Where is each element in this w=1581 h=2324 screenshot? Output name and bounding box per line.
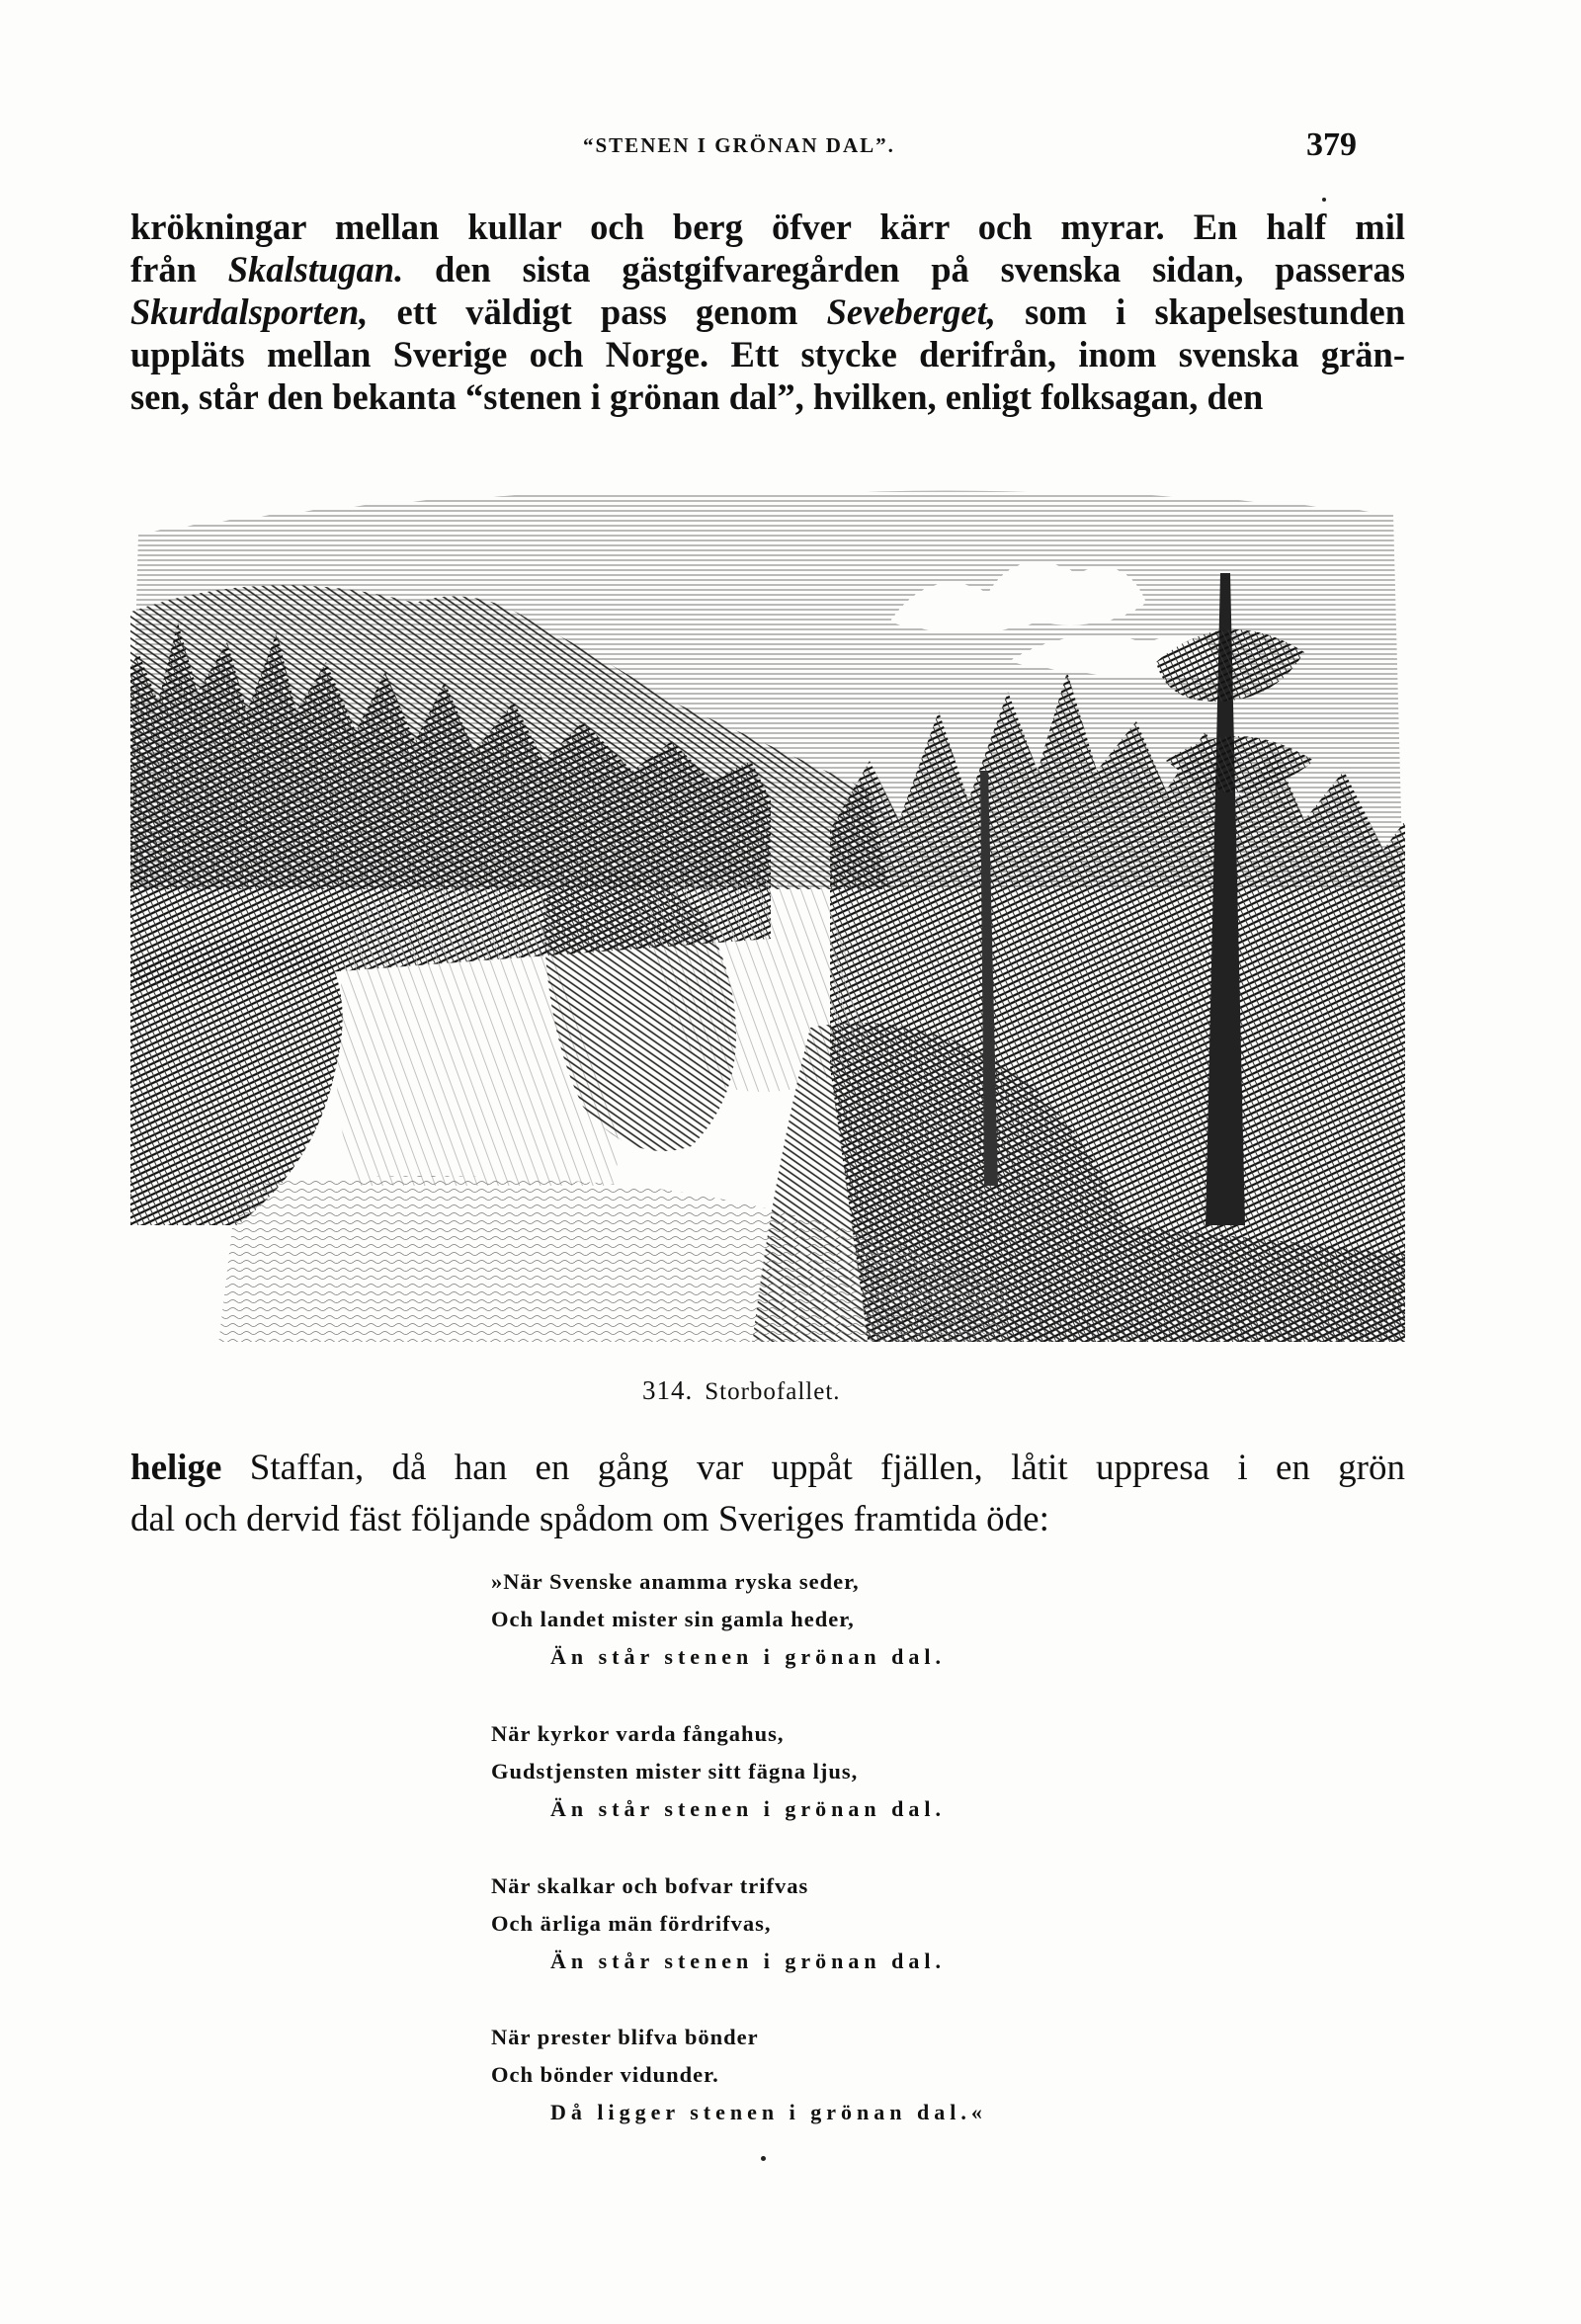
- paragraph-2-first-word: helige: [130, 1448, 222, 1488]
- verse-refrain: Än står stenen i grönan dal.: [550, 1644, 946, 1669]
- paragraph-2-line-1: Staffan, då han en gång var uppåt fjällen, låtit uppresa i en grön: [221, 1448, 1405, 1488]
- ink-speck: [1322, 198, 1326, 202]
- verse-stanza-2: [491, 1715, 946, 1828]
- italic-place-name: Seveberget,: [826, 291, 996, 332]
- verse-line: När prester blifva bönder: [491, 2025, 759, 2049]
- verse-refrain: Än står stenen i grönan dal.: [550, 1796, 946, 1821]
- paragraph-1-line: från Skalstugan. den sista gästgifvaregården på svenska sidan, passeras: [130, 249, 1406, 290]
- figure-caption: [642, 1375, 841, 1406]
- running-title: “STENEN I GRÖNAN DAL”.: [583, 133, 895, 157]
- verse-stanza-4: [491, 2019, 987, 2131]
- figure-number: 314.: [642, 1375, 694, 1405]
- figure-title: Storbofallet.: [705, 1378, 841, 1405]
- paragraph-1: [130, 206, 1405, 418]
- paragraph-1-line: krökningar mellan kullar och berg öfver kärr och myrar. En half mil: [130, 207, 1405, 247]
- verse-line: Och bönder vidunder.: [491, 2062, 719, 2087]
- paragraph-1-line: uppläts mellan Sverige och Norge. Ett stycke derifrån, inom svenska grän-: [130, 334, 1405, 374]
- verse-stanza-3: [491, 1868, 946, 1980]
- paragraph-1-line: Skurdalsporten, ett väldigt pass genom Seveberget, som i skapelsestunden: [130, 291, 1405, 332]
- verse-refrain: Då ligger stenen i grönan dal.«: [550, 2100, 987, 2124]
- verse-refrain: Än står stenen i grönan dal.: [550, 1949, 946, 1973]
- paragraph-1-line: sen, står den bekanta “stenen i grönan dal”, hvilken, enligt folksagan, den: [130, 376, 1264, 417]
- verse-line: Och ärliga män fördrifvas,: [491, 1911, 772, 1936]
- verse-stanza-1: [491, 1563, 946, 1676]
- paragraph-2-line-2: dal och dervid fäst följande spådom om Sveriges framtida öde:: [130, 1499, 1049, 1539]
- verse-line: »När Svenske anamma ryska seder,: [491, 1569, 860, 1594]
- italic-place-name: Skurdalsporten,: [130, 291, 369, 332]
- page-number: 379: [1306, 126, 1357, 163]
- ink-speck: [761, 2156, 766, 2161]
- paragraph-2: [130, 1443, 1405, 1545]
- verse-line: När skalkar och bofvar trifvas: [491, 1873, 809, 1898]
- verse-line: Gudstjensten mister sitt fägna ljus,: [491, 1759, 859, 1784]
- engraving-storbofallet: [119, 474, 1417, 1354]
- verse-line: När kyrkor varda fångahus,: [491, 1721, 785, 1746]
- verse-line: Och landet mister sin gamla heder,: [491, 1607, 855, 1631]
- italic-place-name: Skalstugan.: [227, 249, 404, 290]
